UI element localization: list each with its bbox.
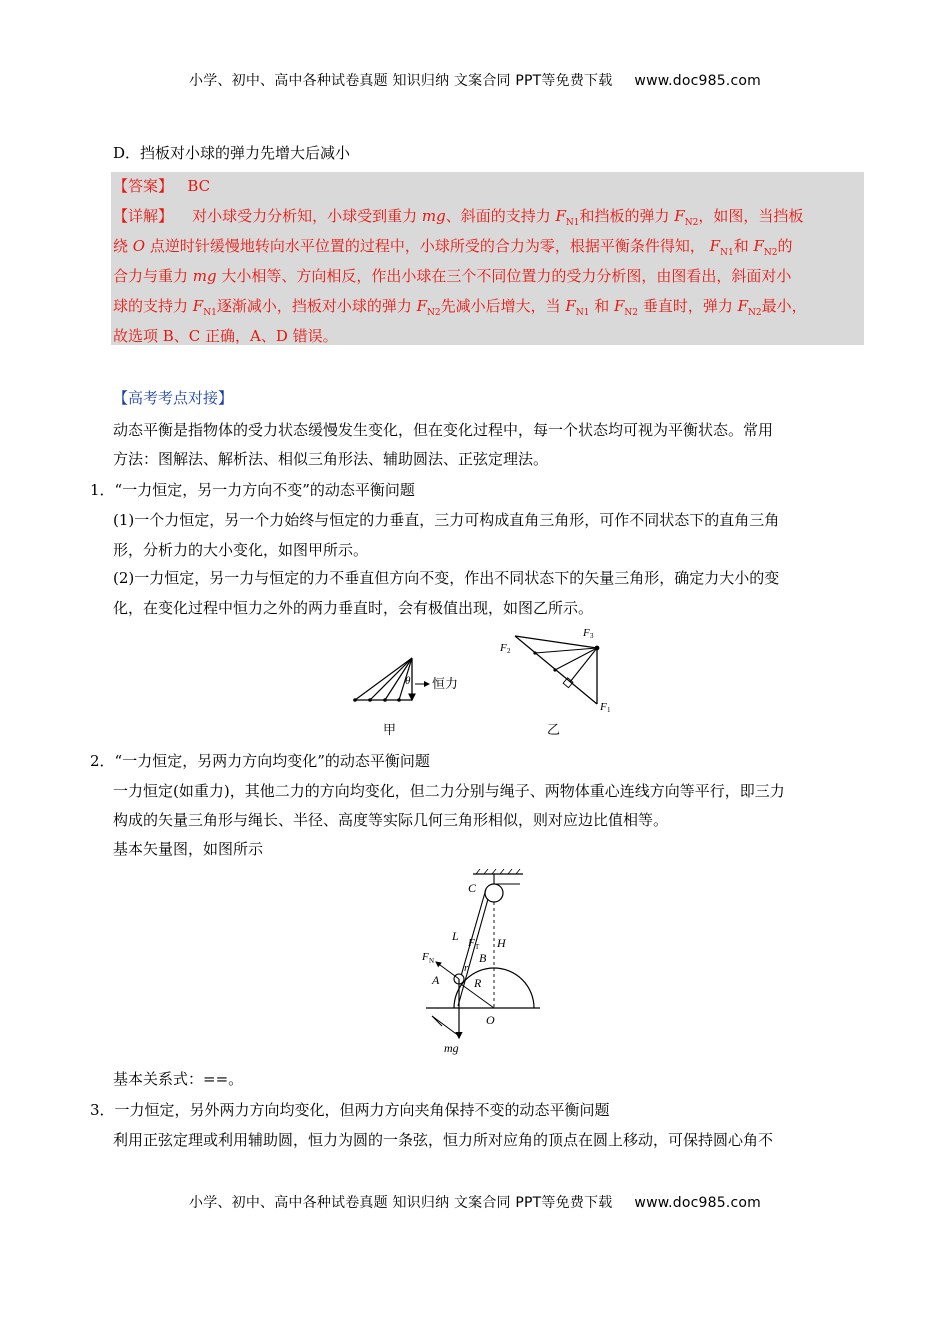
- yi-f2: F: [500, 642, 507, 654]
- item3-heading: 3．一力恒定，另外两力方向均变化，但两力方向夹角保持不变的动态平衡问题: [90, 1101, 610, 1119]
- intro-line-2: 方法：图解法、解析法、相似三角形法、辅助圆法、正弦定理法。: [113, 450, 549, 468]
- header-text: 小学、初中、高中各种试卷真题 知识归纳 文案合同 PPT等免费下载: [189, 73, 613, 89]
- yi-f1-sub: 1: [607, 706, 611, 714]
- figure-yi: [495, 622, 625, 740]
- jia-dot-4: [397, 698, 401, 702]
- detail-label: 【详解】: [113, 207, 174, 225]
- section-title: 【高考考点对接】: [113, 389, 234, 407]
- yi-f2-sub: 2: [507, 647, 511, 655]
- yi-caption: 乙: [547, 722, 561, 737]
- detail-line-5: 故选项 B、C 正确，A、D 错误。: [113, 327, 338, 345]
- label-r-small: r: [464, 962, 469, 974]
- item3-p1: 利用正弦定理或利用辅助圆，恒力为圆的一条弦，恒力所对应角的顶点在圆上移动，可保持圆心角不: [113, 1131, 774, 1149]
- label-a: A: [432, 973, 440, 987]
- vector-tri-1: [432, 1016, 459, 1036]
- answer-label: 【答案】: [113, 177, 174, 195]
- item2-p3: 基本矢量图，如图所示: [113, 840, 264, 858]
- figure-jia: [345, 650, 475, 740]
- item1-p2a: (2)一力恒定，另一力与恒定的力不垂直但方向不变，作出不同状态下的矢量三角形，确定力大小的变: [113, 569, 780, 587]
- label-h: H: [497, 936, 506, 950]
- relation-line: 基本关系式：==。: [113, 1070, 244, 1088]
- option-d: D．挡板对小球的弹力先增大后减小: [113, 144, 351, 162]
- yi-dot-1: [533, 651, 536, 654]
- label-c: C: [468, 881, 477, 895]
- intro-line-1: 动态平衡是指物体的受力状态缓慢发生变化，但在变化过程中，每一个状态均可视为平衡状态。常用: [113, 421, 774, 439]
- ceiling-hatch: [476, 869, 520, 874]
- item2-p2: 构成的矢量三角形与绳长、半径、高度等实际几何三角形相似，则对应边比值相等。: [113, 811, 669, 829]
- yi-mid-3: [535, 648, 597, 653]
- label-r: R: [474, 976, 482, 990]
- vector-tri-2: [432, 1016, 442, 1026]
- label-b: B: [479, 951, 487, 965]
- page-header: [0, 70, 950, 90]
- yi-f3-sub: 3: [590, 632, 594, 640]
- jia-dot-1: [353, 698, 357, 702]
- footer-site[interactable]: www.doc985.com: [634, 1195, 761, 1211]
- item1-p1a: (1)一个力恒定，另一个力始终与恒定的力垂直，三力可构成直角三角形，可作不同状态下的直角三角: [113, 511, 780, 529]
- detail-line-4: 球的支持力 $F_{N1}$逐渐减小，挡板对小球的弹力 $F_{N2}$先减小后增大，当 $F_{N1}$ 和 $F_{N2}$ 垂直时，弹力 $F_{N2}$最小，: [113, 297, 807, 318]
- label-o: O: [486, 1013, 495, 1027]
- yi-vertex: [595, 646, 600, 651]
- footer-text: 小学、初中、高中各种试卷真题 知识归纳 文案合同 PPT等免费下载: [189, 1195, 613, 1211]
- item1-p2b: 化，在变化过程中恒力之外的两力垂直时，会有极值出现，如图乙所示。: [113, 599, 594, 617]
- label-mg: mg: [444, 1041, 459, 1055]
- jia-dot-2: [368, 698, 372, 702]
- fn-arrow: [436, 962, 459, 979]
- yi-dot-2: [553, 668, 556, 671]
- jia-force-label: 恒力: [432, 676, 459, 691]
- label-fn-sub: N: [429, 957, 435, 965]
- yi-f1: F: [600, 701, 607, 713]
- detail-line-3: 合力与重力 mg 大小相等、方向相反，作出小球在三个不同位置力的受力分析图，由图看出，斜面对小: [113, 267, 792, 285]
- answer-value: BC: [187, 177, 211, 195]
- answer-line: [113, 176, 210, 196]
- item1-p1b: 形，分析力的大小变化，如图甲所示。: [113, 541, 369, 559]
- page-footer: [0, 1192, 950, 1212]
- jia-dot-3: [383, 698, 387, 702]
- jia-theta: θ: [405, 675, 411, 687]
- yi-f3: F: [583, 627, 590, 639]
- label-ft-sub: T: [475, 943, 480, 951]
- jia-hyp-1: [355, 658, 412, 700]
- label-l: L: [452, 929, 459, 943]
- yi-mid-2: [570, 648, 597, 682]
- item1-heading: 1．“一力恒定，另一力方向不变”的动态平衡问题: [90, 481, 415, 499]
- item2-heading: 2．“一力恒定，另两力方向均变化”的动态平衡问题: [90, 752, 430, 770]
- jia-caption: 甲: [383, 722, 397, 737]
- detail-line-2: 绕 O 点逆时针缓慢地转向水平位置的过程中，小球所受的合力为零，根据平衡条件得知， $F_{N1}$和 $F_{N2}$的: [113, 237, 793, 258]
- label-ft: F: [468, 937, 475, 949]
- item2-p1: 一力恒定(如重力)，其他二力的方向均变化，但二力分别与绳子、两物体重心连线方向等平行，即三力: [113, 782, 785, 800]
- detail-line-1: 【详解】 对小球受力分析知，小球受到重力 mg、斜面的支持力 $F_{N1}$和挡板的弹力 $F_{N2}$，如图，当挡板: [113, 207, 804, 228]
- header-site[interactable]: www.doc985.com: [634, 73, 761, 89]
- label-fn: F: [422, 951, 429, 963]
- figure-pulley: [418, 866, 548, 1058]
